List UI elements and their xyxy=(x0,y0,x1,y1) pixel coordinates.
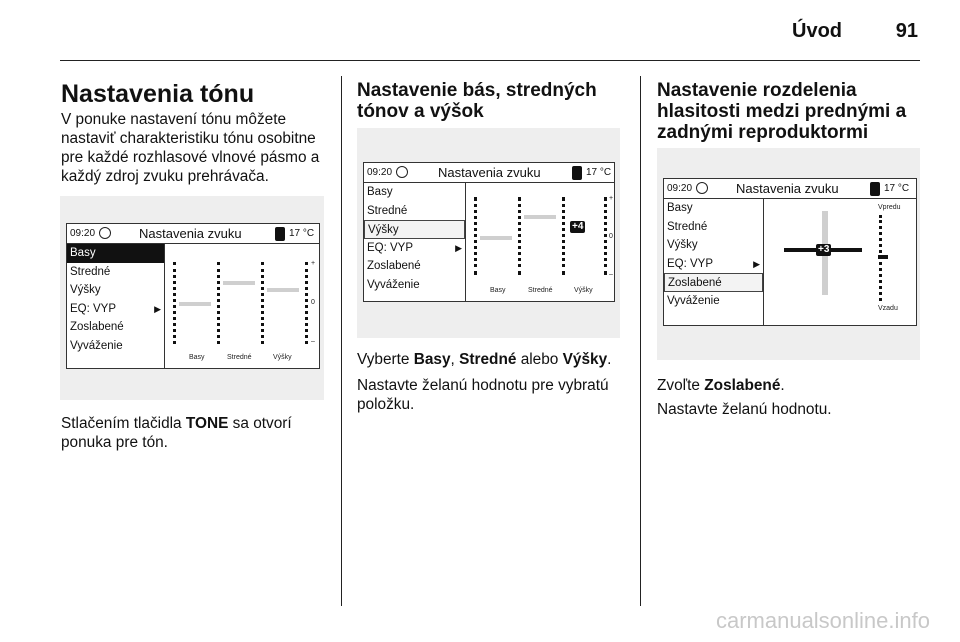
menu-item-fader[interactable]: Zoslabené xyxy=(664,273,763,292)
bass-scale xyxy=(173,262,176,344)
display-screen xyxy=(663,178,917,326)
column-fader xyxy=(657,80,927,143)
mid-scale xyxy=(518,197,521,275)
screen-header xyxy=(67,224,319,244)
chapter-title: Úvod xyxy=(792,20,842,42)
screen-time: 09:20 xyxy=(367,167,393,178)
col-label-bass: Basy xyxy=(189,354,205,361)
menu-item-bass[interactable]: Basy xyxy=(667,202,693,214)
select-paragraph xyxy=(357,350,627,369)
header-divider xyxy=(60,60,920,61)
treble-value-badge: +4 xyxy=(572,221,584,232)
screen-menu xyxy=(364,183,466,301)
zero-label: 0 xyxy=(311,299,315,306)
clock-icon xyxy=(99,227,111,239)
text-segment: Stlačením tlačidla xyxy=(61,415,186,432)
bass-level xyxy=(480,236,512,240)
col-label-treble: Výšky xyxy=(273,354,292,361)
mid-scale xyxy=(217,262,220,344)
screen-temp: 17 °C xyxy=(586,167,612,178)
menu-item-bass[interactable]: Basy xyxy=(367,186,393,198)
mid-level xyxy=(223,281,255,285)
fader-value-badge: +3 xyxy=(818,244,830,255)
treble-scale xyxy=(562,197,565,275)
text-segment: Vyberte xyxy=(357,351,414,368)
thermometer-icon xyxy=(870,182,880,196)
menu-item-bass[interactable]: Basy xyxy=(67,244,164,263)
screen-time: 09:20 xyxy=(667,183,693,194)
bold-term: Stredné xyxy=(459,351,517,368)
col-label-treble: Výšky xyxy=(574,287,593,294)
treble-level xyxy=(267,288,299,292)
menu-item-balance[interactable]: Vyváženie xyxy=(367,278,420,291)
arrow-right-icon: ▶ xyxy=(154,303,161,314)
text-segment: Zvoľte xyxy=(657,377,705,394)
bold-term: Zoslabené xyxy=(704,377,781,394)
screen-title: Nastavenia zvuku xyxy=(736,181,839,196)
menu-item-eq-label: EQ: VYP xyxy=(367,241,414,254)
screenshot-treble-setting xyxy=(357,128,620,338)
text-segment: , xyxy=(450,351,460,368)
display-screen xyxy=(66,223,320,369)
intro-paragraph: V ponuke nastavení tónu môžete nastaviť charakteristiku tónu osobitne pre každé rozhlasové vlnové pásmo a každý zdroj zvuku prehrávača. xyxy=(61,111,320,185)
menu-item-mid[interactable]: Stredné xyxy=(667,220,708,233)
rear-label: Vzadu xyxy=(878,305,898,312)
menu-item-eq[interactable] xyxy=(664,255,763,274)
section-heading: Nastavenie rozdelenia hlasitosti medzi prednými a zadnými reproduktormi xyxy=(657,80,907,143)
plus-label: + xyxy=(311,260,316,267)
arrow-right-icon: ▶ xyxy=(455,242,462,253)
section-heading: Nastavenie bás, stredných tónov a výšok xyxy=(357,80,597,122)
zero-label: 0 xyxy=(609,233,613,240)
minus-label: – xyxy=(311,338,315,345)
menu-item-mid[interactable]: Stredné xyxy=(367,204,408,217)
screen-header xyxy=(664,179,916,199)
level-scale xyxy=(305,262,308,344)
adjust-fader-paragraph: Nastavte želanú hodnotu. xyxy=(657,401,832,418)
screen-header xyxy=(364,163,614,183)
plus-label: + xyxy=(609,195,614,202)
menu-item-eq-label: EQ: VYP xyxy=(70,302,117,315)
screen-menu xyxy=(67,244,165,368)
tone-key-label: TONE xyxy=(185,415,229,432)
col-label-mid: Stredné xyxy=(227,354,252,361)
column-tone-settings xyxy=(61,80,331,186)
level-scale xyxy=(604,197,607,275)
screen-temp: 17 °C xyxy=(289,228,315,239)
text-segment: alebo xyxy=(516,351,563,368)
thermometer-icon xyxy=(275,227,285,241)
screen-time: 09:20 xyxy=(70,228,96,239)
screenshot-fader-setting xyxy=(657,148,920,360)
screen-menu xyxy=(664,199,764,325)
select-fader-paragraph xyxy=(657,376,927,395)
treble-scale xyxy=(261,262,264,344)
screen-temp: 17 °C xyxy=(884,183,910,194)
col-label-bass: Basy xyxy=(490,287,506,294)
menu-item-balance[interactable]: Vyváženie xyxy=(70,339,123,352)
display-screen xyxy=(363,162,615,302)
screenshot-tone-menu xyxy=(60,196,324,400)
adjust-paragraph: Nastavte želanú hodnotu pre vybratú položku. xyxy=(357,377,609,413)
column-bass-mid-treble xyxy=(357,80,627,122)
page-number: 91 xyxy=(895,20,918,42)
menu-item-treble[interactable]: Výšky xyxy=(364,220,465,239)
clock-icon xyxy=(396,166,408,178)
watermark: carmanualsonline.info xyxy=(715,608,930,633)
mid-level xyxy=(524,215,556,219)
menu-item-balance[interactable]: Vyváženie xyxy=(667,294,720,307)
minus-label: – xyxy=(609,271,613,278)
column-divider xyxy=(341,76,342,606)
menu-item-mid[interactable]: Stredné xyxy=(70,265,111,278)
text-segment: sa otvorí ponuka pre tón. xyxy=(61,415,292,451)
thermometer-icon xyxy=(572,166,582,180)
menu-item-fader[interactable]: Zoslabené xyxy=(70,321,124,333)
col-label-mid: Stredné xyxy=(528,287,553,294)
tone-button-paragraph xyxy=(61,414,331,452)
menu-item-eq[interactable] xyxy=(67,300,164,319)
text-segment: . xyxy=(607,351,612,368)
fader-marker xyxy=(878,255,888,259)
front-label: Vpredu xyxy=(878,204,901,211)
menu-item-eq-label: EQ: VYP xyxy=(667,257,714,270)
bass-level xyxy=(179,302,211,306)
bold-term: Basy xyxy=(413,351,451,368)
arrow-right-icon: ▶ xyxy=(753,258,760,269)
bold-term: Výšky xyxy=(562,351,608,368)
bass-scale xyxy=(474,197,477,275)
text-segment: . xyxy=(780,377,785,394)
screen-title: Nastavenia zvuku xyxy=(438,165,541,180)
menu-item-treble[interactable]: Výšky xyxy=(70,284,101,296)
menu-item-treble[interactable]: Výšky xyxy=(667,239,698,251)
section-heading: Nastavenia tónu xyxy=(61,80,255,108)
menu-item-fader[interactable]: Zoslabené xyxy=(367,260,421,272)
clock-icon xyxy=(696,182,708,194)
screen-title: Nastavenia zvuku xyxy=(139,226,242,241)
column-divider xyxy=(640,76,641,606)
menu-item-eq[interactable] xyxy=(364,239,465,258)
